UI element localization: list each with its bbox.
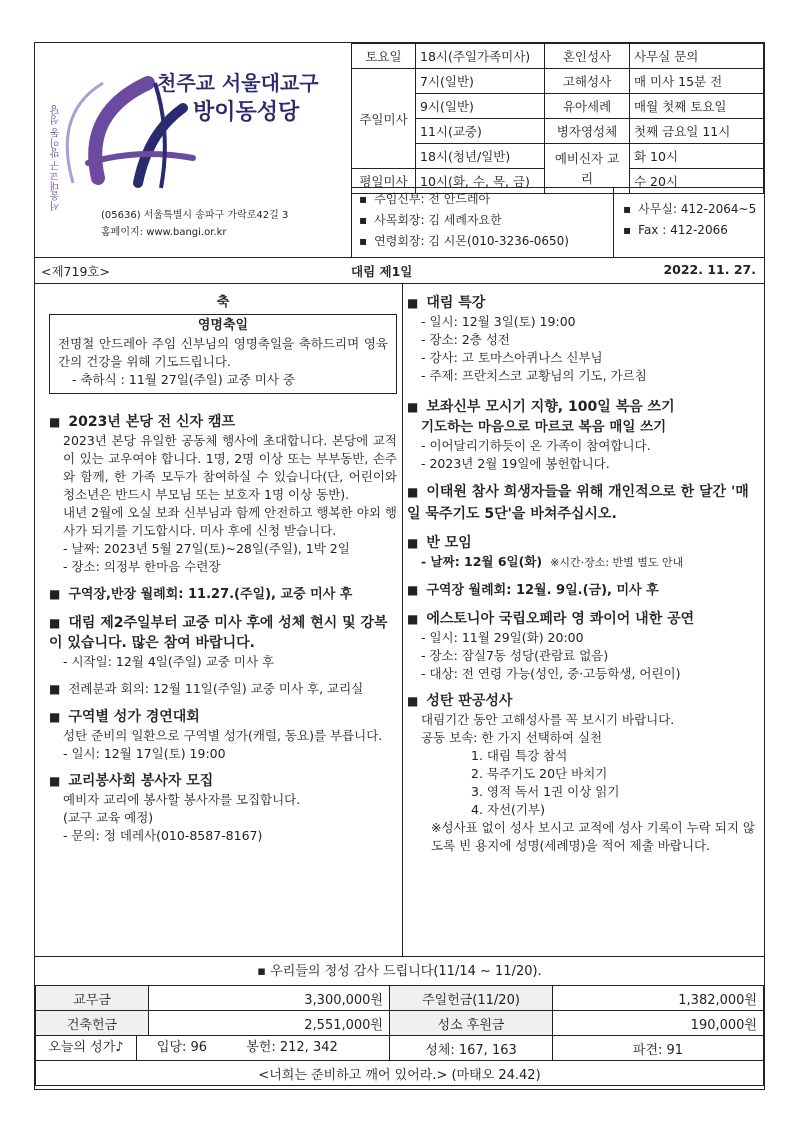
hymn-communion: 성체: 167, 163	[390, 1036, 553, 1061]
ban-date: - 날짜: 12월 6일(화)	[421, 554, 543, 569]
monthly-meeting: ■ 구역장 월례회: 12월. 9일.(금), 미사 후	[407, 580, 759, 601]
issue-bar	[35, 258, 764, 282]
offering-value-2: 1,382,000원	[553, 986, 764, 1011]
catechumen-value-1: 화 10시	[630, 144, 764, 169]
opera-place: - 장소: 잠실7동 성당(관람료 없음)	[421, 648, 609, 663]
confession-label: 고해성사	[545, 69, 630, 94]
ban-date-row	[407, 553, 759, 572]
christmas-item-4: 4. 자선(기부)	[471, 802, 545, 817]
itaewon-prayer: ■ 이태원 참사 희생자들을 위해 개인적으로 한 달간 '매일 묵주기도 5단'을 바쳐주십시오.	[407, 481, 759, 525]
fax: ▪ Fax : 412-2066	[617, 220, 764, 241]
volunteer-note: (교구 교육 예정)	[63, 810, 154, 825]
staff-info	[353, 189, 615, 252]
camp-body: 2023년 본당 유일한 공동체 행사에 초대합니다. 본당에 교적이 있는 교우여야 합니다. 1명, 2명 이상 또는 부부동반, 손주와 함께, 한 가족 모두가 참여하실 수 있습니다(단, 어린이와 청소년은 반드시 부모님 또는 보호자 1명 이상 동반).	[63, 433, 397, 502]
offering-section	[35, 958, 764, 1086]
mass-schedule-table	[351, 43, 764, 194]
weekday-label: 평일미사	[352, 169, 416, 194]
lecture-speaker: - 강사: 고 토마스아퀴나스 신부님	[421, 350, 603, 365]
logo-ring-text: 서울대교구 방이동 성당	[51, 104, 62, 211]
confession-value: 매 미사 15분 전	[630, 69, 764, 94]
volunteer-contact: - 문의: 정 데레사(010-8587-8167)	[63, 828, 263, 843]
camp-title: ■ 2023년 본당 전 신자 캠프	[49, 412, 397, 432]
offering-table	[35, 985, 764, 1086]
office-info	[617, 199, 764, 241]
sunday-mass-2: 9시(일반)	[416, 94, 545, 119]
adoration-title: ■ 대림 제2주일부터 교중 미사 후에 성체 현시 및 강복이 있습니다. 많은 참여 바랍니다.	[49, 613, 397, 653]
camp-body-2: 내년 2월에 오실 보좌 신부님과 함께 안전하고 행복한 야외 행사가 되기를 기도합시다. 미사 후에 신청 받습니다.	[63, 505, 397, 538]
wedding-value: 사무실 문의	[630, 44, 764, 69]
bulletin-page	[34, 42, 765, 1090]
issue-date: 2022. 11. 27.	[663, 262, 756, 277]
bible-title: ■ 보좌신부 모시기 지향, 100일 복음 쓰기	[407, 397, 759, 417]
adoration-start: - 시작일: 12월 4일(주일) 교중 미사 후	[63, 654, 275, 669]
infant-value: 매월 첫째 토요일	[630, 94, 764, 119]
ban-title: ■ 반 모임	[407, 533, 759, 553]
bible-subtitle: 기도하는 마음으로 마르코 복음 매일 쓰기	[421, 419, 667, 435]
homepage: 홈페이지: www.bangi.or.kr	[101, 227, 227, 238]
parish-header	[35, 43, 352, 257]
right-column	[407, 291, 759, 855]
sat-label: 토요일	[352, 44, 416, 69]
offering-value-1: 3,300,000원	[149, 986, 390, 1011]
weekday-time: 10시(화, 수, 목, 금)	[416, 169, 545, 194]
christmas-note: ※성사표 없이 성사 보시고 교적에 성사 기록이 누락 되지 않도록 빈 용지에 성명(세례명)을 적어 제출 바랍니다.	[431, 820, 755, 853]
christmas-item-1: 1. 대림 특강 참석	[471, 748, 568, 763]
left-column	[49, 291, 397, 845]
offering-label-4: 성소 후원금	[390, 1011, 553, 1036]
bible-line-2: - 2023년 2월 19일에 봉헌합니다.	[421, 456, 610, 471]
pastor: ▪ 주임신부: 전 안드레아	[353, 189, 615, 210]
christmas-task: 공동 보속: 한 가지 선택하여 실천	[421, 730, 603, 745]
volunteer-title: ■ 교리봉사회 봉사자 모집	[49, 771, 397, 791]
camp-place: - 장소: 의정부 한마음 수련장	[63, 559, 221, 574]
sick-label: 병자영성체	[545, 119, 630, 144]
congrats-when: - 축하식 : 11월 27일(주일) 교중 미사 중	[72, 372, 296, 387]
lecture-title: ■ 대림 특강	[407, 293, 759, 313]
opera-date: - 일시: 11월 29일(화) 20:00	[421, 630, 584, 645]
address: (05636) 서울특별시 송파구 가락로42길 3	[101, 210, 289, 221]
hymn-offertory: 봉헌: 212, 342	[246, 1040, 338, 1055]
offering-title: ▪ 우리들의 정성 감사 드립니다(11/14 ~ 11/20).	[257, 964, 542, 979]
offering-label-2: 주일헌금(11/20)	[390, 986, 553, 1011]
issue-number: <제719호>	[41, 264, 110, 279]
offering-label-3: 건축헌금	[36, 1011, 149, 1036]
ban-note: ※시간·장소: 반별 별도 안내	[550, 556, 684, 569]
congrats-title: 영명축일	[197, 318, 249, 333]
sunday-mass-4: 18시(청년/일반)	[416, 144, 545, 169]
bible-line-1: - 이어달리기하듯이 온 가족이 참여합니다.	[421, 438, 651, 453]
council-chair: ▪ 사목회장: 김 세례자요한	[353, 210, 615, 231]
opera-title: ■ 에스토니아 국립오페라 영 콰이어 내한 공연	[407, 609, 759, 629]
opera-target: - 대상: 전 연령 가능(성인, 중·고등학생, 어린이)	[421, 666, 681, 681]
offering-label-1: 교무금	[36, 986, 149, 1011]
wedding-label: 혼인성사	[545, 44, 630, 69]
congrats-body: 전명철 안드레아 주임 신부님의 영명축일을 축하드리며 영육 간의 건강을 위해 기도드립니다.	[58, 336, 388, 369]
offering-value-3: 2,551,000원	[149, 1011, 390, 1036]
hymn-label: 오늘의 성가♪	[36, 1036, 137, 1060]
offering-value-4: 190,000원	[553, 1011, 764, 1036]
infant-label: 유아세례	[545, 94, 630, 119]
sunday-mass-3: 11시(교중)	[416, 119, 545, 144]
district-meeting: ■ 구역장,반장 월례회: 11.27.(주일), 교중 미사 후	[49, 584, 397, 605]
lecture-topic: - 주제: 프란치스코 교황님의 기도, 가르침	[421, 368, 647, 383]
contest-title: ■ 구역별 성가 경연대회	[49, 707, 397, 727]
catechumen-value-2: 수 20시	[630, 169, 764, 194]
sat-time: 18시(주일가족미사)	[416, 44, 545, 69]
office-phone: ▪ 사무실: 412-2064~5	[617, 199, 764, 220]
volunteer-body: 예비자 교리에 봉사할 봉사자를 모집합니다.	[63, 792, 301, 807]
hymn-dismissal: 파견: 91	[553, 1036, 764, 1061]
christmas-body: 대림기간 동안 고해성사를 꼭 보시기 바랍니다.	[421, 712, 675, 727]
lecture-place: - 장소: 2층 성전	[421, 332, 510, 347]
christmas-item-3: 3. 영적 독서 1권 이상 읽기	[471, 784, 620, 799]
contest-body: 성탄 준비의 일환으로 구역별 성가(캐럴, 동요)를 부릅니다.	[63, 728, 383, 743]
sunday-mass-1: 7시(일반)	[416, 69, 545, 94]
hymn-row	[36, 1036, 390, 1061]
catechumen-label: 예비신자 교리	[545, 144, 630, 194]
congrats-box	[49, 314, 397, 394]
parish-name-line1: 천주교 서울대교구	[157, 71, 319, 95]
liturgy-meeting: ■ 전례분과 회의: 12월 11일(주일) 교중 미사 후, 교리실	[49, 679, 397, 699]
issue-title: 대림 제1일	[351, 264, 413, 279]
parish-name-line2: 방이동성당	[193, 100, 300, 125]
scripture-verse: <너희는 준비하고 깨어 있어라.> (마태오 24.42)	[36, 1061, 764, 1086]
hymn-entry: 입당: 96	[156, 1040, 208, 1055]
sunday-label: 주일미사	[352, 69, 416, 169]
lecture-date: - 일시: 12월 3일(토) 19:00	[421, 314, 576, 329]
christmas-title: ■ 성탄 판공성사	[407, 691, 759, 711]
elder-chair: ▪ 연령회장: 김 시몬(010-3236-0650)	[353, 231, 615, 252]
contest-date: - 일시: 12월 17일(토) 19:00	[63, 746, 226, 761]
sick-value: 첫째 금요일 11시	[630, 119, 764, 144]
congrats-head: 축	[216, 295, 230, 310]
christmas-item-2: 2. 묵주기도 20단 바치기	[471, 766, 608, 781]
camp-date: - 날짜: 2023년 5월 27일(토)~28일(주일), 1박 2일	[63, 541, 350, 556]
